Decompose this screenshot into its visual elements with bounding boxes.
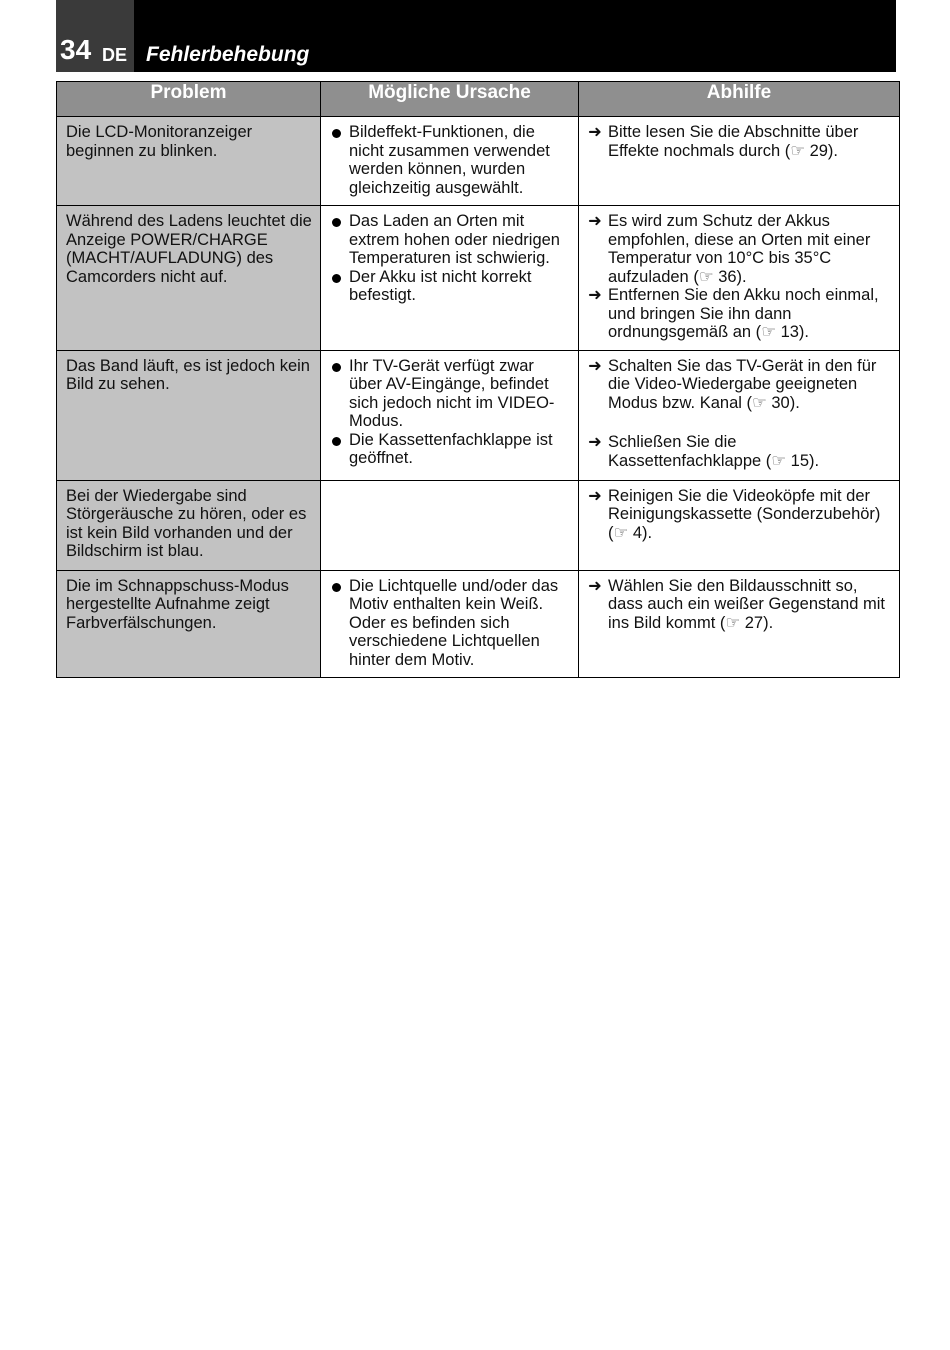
remedy-item [588,487,891,543]
cause-cell [321,117,579,206]
column-header-cause: Mögliche Ursache [321,82,579,117]
cause-item: Ihr TV-Gerät verfügt zwar über AV-Eingänge, befindet sich jedoch nicht im VIDEO-Modus. [330,357,570,431]
problem-cell: Die im Schnappschuss-Modus hergestellte Aufnahme zeigt Farbverfälschungen. [57,570,321,678]
cause-cell [321,350,579,480]
problem-cell: Das Band läuft, es ist jedoch kein Bild zu sehen. [57,350,321,480]
remedy-text: Schließen Sie die Kassettenfachklappe ( [608,433,772,470]
cause-cell [321,206,579,351]
page-reference: 36). [713,267,747,286]
pointing-hand-icon: ☞ [725,613,741,632]
page-reference: 15). [786,451,820,470]
remedy-item [588,577,891,633]
remedy-item [588,123,891,160]
page-reference: 27). [740,613,774,632]
remedy-text: Wählen Sie den Bildausschnitt so, dass auch ein weißer Gegenstand mit ins Bild kommt ( [608,576,885,632]
remedy-text: Bitte lesen Sie die Abschnitte über Effekte nochmals durch ( [608,123,859,160]
remedy-cell [579,570,900,678]
page-reference: 4). [628,523,653,542]
table-header-row [57,82,900,117]
remedy-cell [579,480,900,570]
cause-cell [321,570,579,678]
remedy-item [588,357,891,413]
cause-cell [321,480,579,570]
page-reference: 29). [805,141,839,160]
remedy-item [588,433,891,470]
column-header-remedy: Abhilfe [579,82,900,117]
pointing-hand-icon: ☞ [752,393,767,412]
language-label: DE [102,45,128,65]
pointing-hand-icon: ☞ [613,523,629,542]
problem-cell: Die LCD-Monitoranzeiger beginnen zu blinken. [57,117,321,206]
table-row [57,117,900,206]
table-row [57,480,900,570]
arrow-right-icon: ➜ [588,123,602,141]
page-header [56,0,896,72]
cause-item: Die Kassettenfachklappe ist geöffnet. [330,431,570,468]
page-number-box [56,0,134,72]
remedy-item [588,286,891,342]
column-header-problem: Problem [57,82,321,117]
remedy-text: Reinigen Sie die Videoköpfe mit der Reinigungskassette (Sonderzubehör) ( [608,486,881,542]
remedy-cell [579,206,900,351]
table-row [57,206,900,351]
arrow-right-icon: ➜ [588,576,602,595]
pointing-hand-icon: ☞ [698,267,714,286]
arrow-right-icon: ➜ [588,212,602,230]
arrow-right-icon: ➜ [588,486,602,505]
arrow-right-icon: ➜ [588,286,602,304]
pointing-hand-icon: ☞ [790,141,805,160]
page-reference: 13). [775,323,810,341]
section-title: Fehlerbehebung [146,43,310,66]
table-row [57,350,900,480]
cause-item: Die Lichtquelle und/oder das Motiv enthalten kein Weiß. Oder es befinden sich verschiedene Lichtquellen hinter dem Motiv. [330,577,570,670]
table-row [57,570,900,678]
remedy-text: Es wird zum Schutz der Akkus empfohlen, diese an Orten mit einer Temperatur von 10°C bis 35°C aufzuladen ( [608,212,871,286]
remedy-item [588,212,891,286]
cause-item: Bildeffekt-Funktionen, die nicht zusammen verwendet werden können, wurden gleichzeitig ausgewählt. [330,123,570,197]
troubleshooting-table [56,81,900,678]
cause-item: Das Laden an Orten mit extrem hohen oder niedrigen Temperaturen ist schwierig. [330,212,570,268]
remedy-text: Entfernen Sie den Akku noch einmal, und bringen Sie ihn dann ordnungsgemäß an ( [608,286,879,341]
arrow-right-icon: ➜ [588,356,602,375]
arrow-right-icon: ➜ [588,433,602,451]
remedy-text: Schalten Sie das TV-Gerät in den für die Video-Wiedergabe geeigneten Modus bzw. Kanal ( [608,356,877,412]
cause-item: Der Akku ist nicht korrekt befestigt. [330,268,570,305]
remedy-cell [579,117,900,206]
problem-cell: Während des Ladens leuchtet die Anzeige POWER/CHARGE (MACHT/AUFLADUNG) des Camcorders nicht auf. [57,206,321,351]
page-reference: 30). [766,393,800,412]
page-number: 34 [60,34,92,65]
pointing-hand-icon: ☞ [771,451,787,470]
pointing-hand-icon: ☞ [761,323,776,341]
remedy-cell [579,350,900,480]
problem-cell: Bei der Wiedergabe sind Störgeräusche zu hören, oder es ist kein Bild vorhanden und der Bildschirm ist blau. [57,480,321,570]
